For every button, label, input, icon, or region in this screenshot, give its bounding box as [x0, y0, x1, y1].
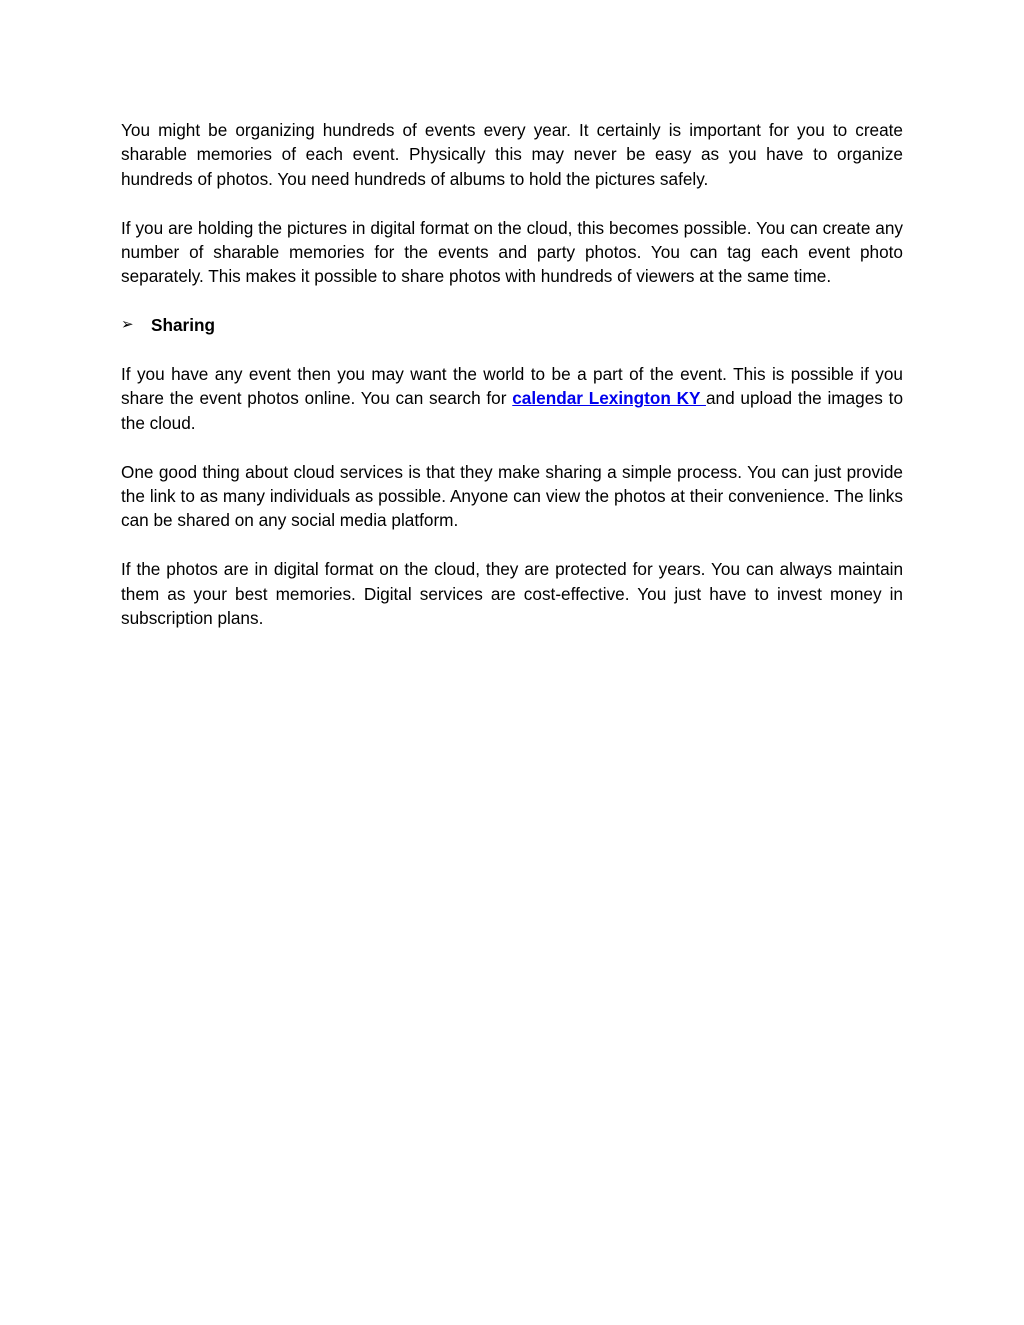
bullet-label: Sharing: [151, 315, 215, 336]
paragraph-protected-years: If the photos are in digital format on the cloud, they are protected for years. You can always maintain them as your best memories. Digital services are cost-effective. You just have to invest money in subscription plans.: [121, 559, 903, 629]
arrowhead-bullet-icon: ➢: [121, 316, 134, 334]
bullet-sharing: [121, 313, 903, 337]
paragraph-digital-cloud: If you are holding the pictures in digital format on the cloud, this becomes possible. You can create any number of sharable memories for the events and party photos. You can tag each event photo separately. This makes it possible to share photos with hundreds of viewers at the same time.: [121, 217, 903, 287]
paragraph-text-after-link: and upload the images to the cloud.: [121, 388, 904, 433]
document-page: [121, 118, 903, 655]
paragraph-organizing-events: You might be organizing hundreds of events every year. It certainly is important for you to create sharable memories of each event. Physically this may never be easy as you have to organize hundreds of photos. You need hundreds of albums to hold the pictures safely.: [121, 120, 903, 189]
paragraph-text-before-link: If you have any event then you may want the world to be a part of the event. This is possible if you share the event photos online. You can search for: [121, 364, 903, 409]
paragraph-cloud-services: One good thing about cloud services is that they make sharing a simple process. You can just provide the link to as many individuals as possible. Anyone can view the photos at their convenience. The links can be shared on any social media platform.: [121, 461, 903, 531]
paragraph-share-online: [121, 362, 903, 435]
calendar-lexington-link[interactable]: calendar Lexington KY: [512, 388, 706, 409]
